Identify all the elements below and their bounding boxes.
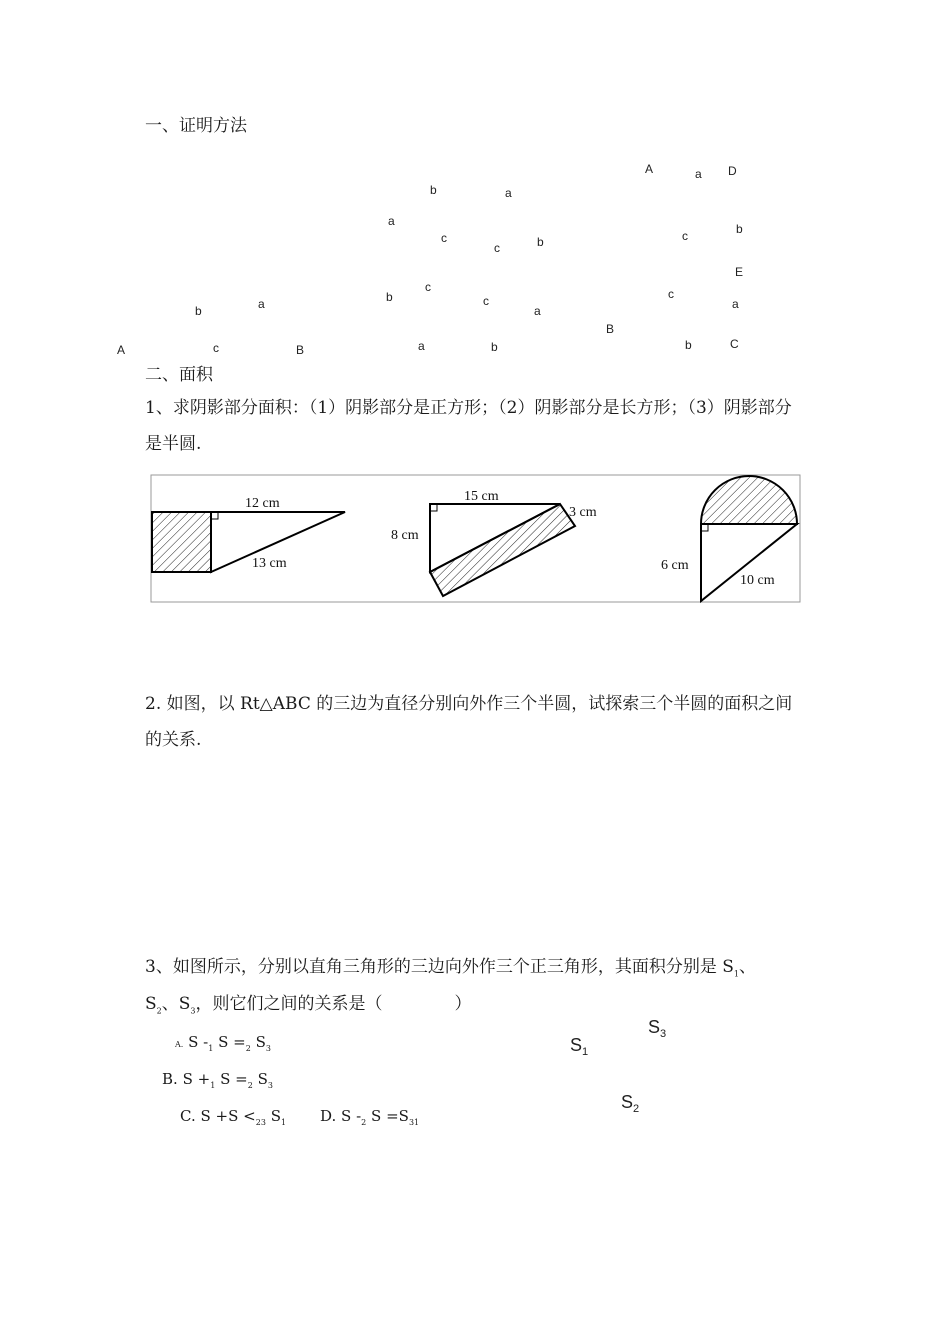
section2-title: 二、面积 [145,365,213,385]
fig1-right-angle-mark [211,512,218,519]
q3-line1-text: 3、如图所示，分别以直角三角形的三边向外作三个正三角形，其面积分别是 S [145,957,734,977]
figure-s3-sub: 3 [660,1028,667,1041]
option-d[interactable] [320,1107,419,1127]
option-b-term2: S = [220,1070,248,1088]
option-b-sub2: 2 [247,1081,253,1090]
option-c-prefix: C. [180,1107,196,1125]
option-d-term1: S - [341,1107,362,1125]
label-side-b-left: b [195,304,202,318]
question-1-text: 1、求阴影部分面积：（1）阴影部分是正方形；（2）阴影部分是长方形；（3）阴影部分是半圆. [145,398,792,454]
label-mid-b-top: b [430,183,437,197]
label-right-c-2: c [668,287,674,301]
label-right-a-mid: a [732,297,739,311]
label-vertex-b-left: B [296,343,305,357]
figure-shaded-areas [150,474,802,604]
label-vertex-e: E [735,265,744,279]
fig3-triangle-semicircle [661,476,797,601]
fig1-square-triangle [152,496,345,572]
label-side-c-left: c [213,341,219,355]
q3-line1-sub: 1 [733,969,739,979]
q3-s3-sub: 3 [190,1006,196,1016]
option-c[interactable] [180,1107,286,1127]
question-3-line1 [145,959,756,978]
option-b-term1: S + [182,1070,211,1088]
label-mid-c-2: c [494,241,500,255]
option-a-prefix: A. [175,1040,184,1049]
option-d-sub2: 3 [408,1118,415,1127]
q3-line1-end: 、 [738,957,756,977]
figure-s1-letter: S [570,1035,583,1055]
fig1-label-hyp: 13 cm [252,556,287,571]
figure-s2-sub: 2 [633,1103,640,1116]
option-c-term1: S +S < [200,1107,256,1125]
option-c-sub1: 2 [255,1118,261,1127]
label-right-a-top: a [695,167,702,181]
option-a-term2: S = [218,1033,246,1051]
label-right-b-bottom: b [685,338,692,352]
question-3-line2 [145,996,472,1015]
q3-s2-sub: 2 [156,1006,162,1016]
option-d-term2: S =S [371,1107,409,1125]
option-d-sub3: 1 [414,1118,420,1127]
fig3-label-left: 6 cm [661,558,689,573]
fig2-label-top: 15 cm [464,489,499,504]
option-b-term3: S [257,1070,268,1088]
fig3-shaded-semicircle [701,476,797,524]
label-right-b-top: b [736,222,743,236]
q3-line2-close: ） [454,994,472,1014]
fig2-triangle-rectangle [391,489,597,596]
label-mid-a-bottom: a [418,339,425,353]
label-mid-b-right: b [537,235,544,249]
fig2-shaded-rectangle [430,504,575,596]
option-d-sub1: 2 [361,1118,367,1127]
option-b-sub3: 3 [267,1081,273,1090]
q3-s3-letter: 、S [161,994,191,1014]
figure-label-s1 [570,1035,588,1058]
question-2-text: 2. 如图，以 Rt△ABC 的三边为直径分别向外作三个半圆，试探索三个半圆的面积之间的关系. [145,694,793,750]
option-a-term3: S [255,1033,266,1051]
figure-s2-letter: S [621,1092,634,1112]
option-c-sub1b: 3 [260,1118,266,1127]
option-b[interactable] [162,1070,273,1090]
fig1-label-top: 12 cm [245,496,280,511]
figure-label-s3 [648,1017,666,1040]
figure-s3-letter: S [648,1017,661,1037]
label-mid-a-left: a [388,214,395,228]
label-vertex-a-left: A [117,343,126,357]
label-mid-a-top: a [505,186,512,200]
section1-title: 一、证明方法 [145,116,247,136]
fig2-label-left: 8 cm [391,528,419,543]
label-vertex-b-right: B [606,322,615,336]
fig2-right-angle-mark [430,504,437,511]
label-side-a-left: a [258,297,265,311]
option-a-sub2: 2 [245,1044,251,1053]
option-d-prefix: D. [320,1107,337,1125]
option-a-sub3: 3 [265,1044,271,1053]
fig3-triangle [701,524,797,601]
option-a-term1: S - [188,1033,209,1051]
option-b-prefix: B. [162,1070,178,1088]
option-b-sub1: 1 [210,1081,216,1090]
option-a-sub1: 1 [208,1044,214,1053]
label-vertex-a-right: A [645,162,654,176]
fig3-right-angle-mark [701,524,708,531]
option-a[interactable] [175,1033,271,1053]
label-mid-c-4: c [483,294,489,308]
figure-label-s2 [621,1092,639,1115]
label-vertex-d: D [728,164,737,178]
label-mid-c-1: c [441,231,447,245]
q3-s2-letter: S [145,994,157,1014]
q3-line2-text: ，则它们之间的关系是（ [195,994,383,1014]
label-vertex-c: C [730,337,739,351]
option-c-term3: S [270,1107,281,1125]
label-mid-a-right: a [534,304,541,318]
fig1-shaded-square [152,512,211,572]
option-c-sub3: 1 [280,1118,287,1127]
label-mid-b-bottom: b [491,340,498,354]
label-right-c-1: c [682,229,688,243]
figure-s1-sub: 1 [582,1046,589,1059]
label-mid-b-left: b [386,290,393,304]
fig2-label-right: 3 cm [569,505,597,520]
label-mid-c-3: c [425,280,431,294]
fig3-label-hyp: 10 cm [740,573,775,588]
